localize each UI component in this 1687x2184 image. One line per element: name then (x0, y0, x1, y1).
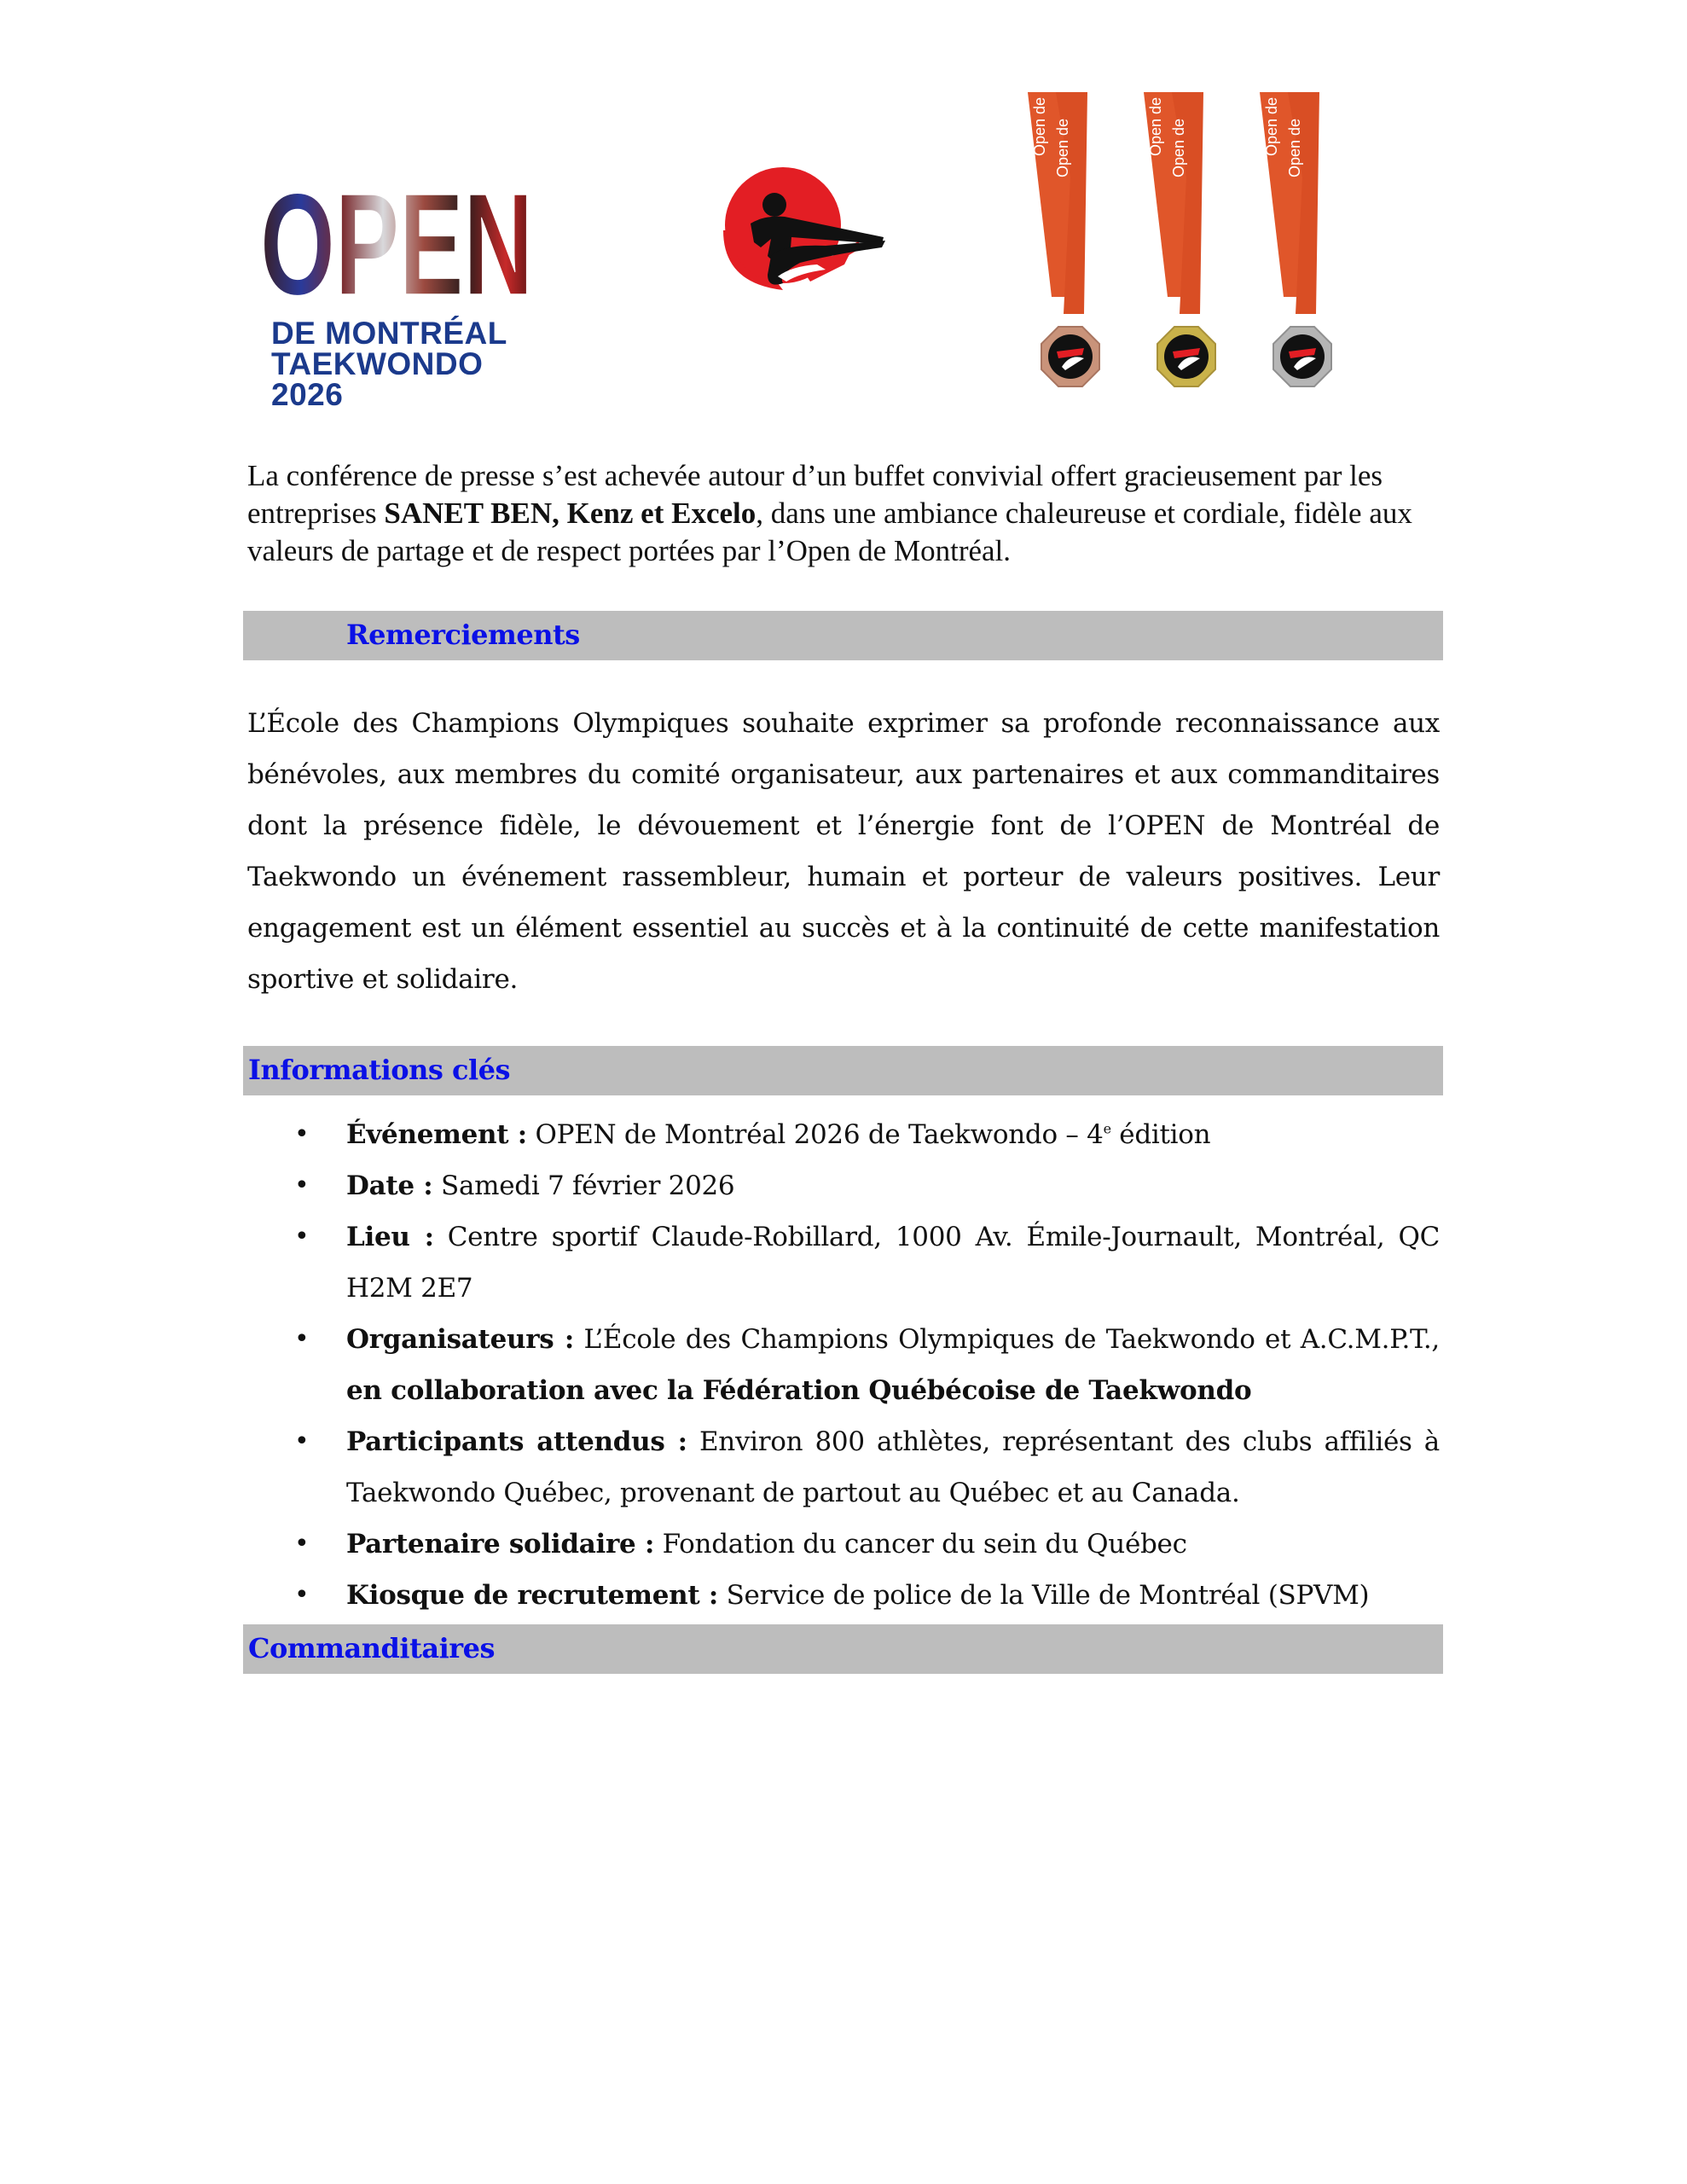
item-label: Participants attendus : (346, 1426, 687, 1457)
item-value: OPEN de Montréal 2026 de Taekwondo – 4 (535, 1119, 1104, 1150)
bullet-icon: • (294, 1529, 310, 1559)
bullet-icon: • (294, 1580, 310, 1610)
section-title-commanditaires: Commanditaires (248, 1632, 495, 1664)
item-value-bold: en collaboration avec la Fédération Québécoise de Taekwondo (346, 1375, 1252, 1406)
ribbon-text: Open de (1054, 118, 1071, 177)
item-value: Fondation du cancer du sein du Québec (662, 1529, 1187, 1560)
open-word-text: OPEN (260, 164, 533, 326)
item-label: Lieu : (346, 1222, 434, 1252)
item-label: Événement : (346, 1119, 527, 1150)
ribbon-text: Open de (1147, 96, 1164, 156)
open-montreal-logo (260, 166, 533, 422)
item-label: Partenaire solidaire : (346, 1529, 655, 1560)
list-item-date (247, 1160, 1440, 1211)
item-value: Centre sportif Claude-Robillard, 1000 Av. Émile-Journault, Montréal, QC H2M 2E7 (346, 1222, 1440, 1304)
item-label: Kiosque de recrutement : (346, 1580, 719, 1611)
taekwondo-kick-logo-icon (689, 155, 894, 300)
item-value-after: édition (1110, 1119, 1211, 1150)
open-logo-subtitle (271, 318, 507, 410)
medal-bronze (1028, 92, 1099, 386)
item-value: Service de police de la Ville de Montréal (SPVM) (726, 1580, 1370, 1611)
ribbon-text: Open de (1170, 118, 1187, 177)
open-word-graphic (260, 164, 533, 326)
bullet-icon: • (294, 1170, 310, 1200)
section-title-informations: Informations clés (248, 1054, 511, 1086)
bullet-icon: • (294, 1119, 310, 1149)
bullet-icon: • (294, 1222, 310, 1252)
ribbon-text: Open de (1031, 96, 1048, 156)
section-header-commanditaires (243, 1624, 1443, 1674)
key-info-list (247, 1109, 1440, 1621)
medals-image (1028, 92, 1386, 416)
item-value: Environ 800 athlètes, représentant des clubs affiliés à Taekwondo Québec, provenant de partout au Québec et au Canada. (346, 1426, 1440, 1508)
ribbon-text: Open de (1286, 118, 1303, 177)
open-logo-line2: TAEKWONDO (271, 346, 484, 381)
intro-sponsors-bold: SANET BEN, Kenz et Excelo (384, 497, 757, 530)
item-superscript: e (1103, 1120, 1111, 1137)
list-item-participants (247, 1416, 1440, 1519)
section-title-remerciements: Remerciements (346, 619, 580, 651)
medal-gold (1144, 92, 1215, 386)
list-item-partenaire (247, 1519, 1440, 1570)
open-logo-line3: 2026 (271, 377, 344, 412)
open-logo-line1: DE MONTRÉAL (271, 316, 507, 351)
intro-paragraph (247, 457, 1441, 570)
bullet-icon: • (294, 1426, 310, 1456)
ribbon-text: Open de (1263, 96, 1280, 156)
item-label: Organisateurs : (346, 1324, 574, 1355)
medal-silver (1260, 92, 1331, 386)
list-item-lieu (247, 1211, 1440, 1314)
remerciements-paragraph: L’École des Champions Olympiques souhaite exprimer sa profonde reconnaissance aux bénévoles, aux membres du comité organisateur, aux partenaires et aux commanditaires dont la présence fidèle, le dévouement et l’énergie font de l’OPEN de Montréal de Taekwondo un événement rassembleur, humain et porteur de valeurs positives. Leur engagement est un élément essentiel au succès et à la continuité de cette manifestation sportive et solidaire. (247, 708, 1440, 995)
section-header-remerciements (243, 611, 1443, 660)
list-item-kiosque (247, 1570, 1440, 1621)
section-header-informations (243, 1046, 1443, 1095)
intro-text-before: La conférence de presse s’est achevée autour d’un buffet convivial offert gracieusement par les entreprises (247, 459, 1383, 530)
bullet-icon: • (294, 1324, 310, 1354)
list-item-organisateurs (247, 1314, 1440, 1416)
list-item-evenement (247, 1109, 1440, 1160)
item-label: Date : (346, 1170, 433, 1201)
item-value: L’École des Champions Olympiques de Taekwondo et A.C.M.P.T., (583, 1324, 1440, 1355)
intro-text-after: , dans une ambiance chaleureuse et cordiale, fidèle aux valeurs de partage et de respect portées par l’Open de Montréal. (247, 497, 1412, 567)
item-value: Samedi 7 février 2026 (441, 1170, 735, 1201)
